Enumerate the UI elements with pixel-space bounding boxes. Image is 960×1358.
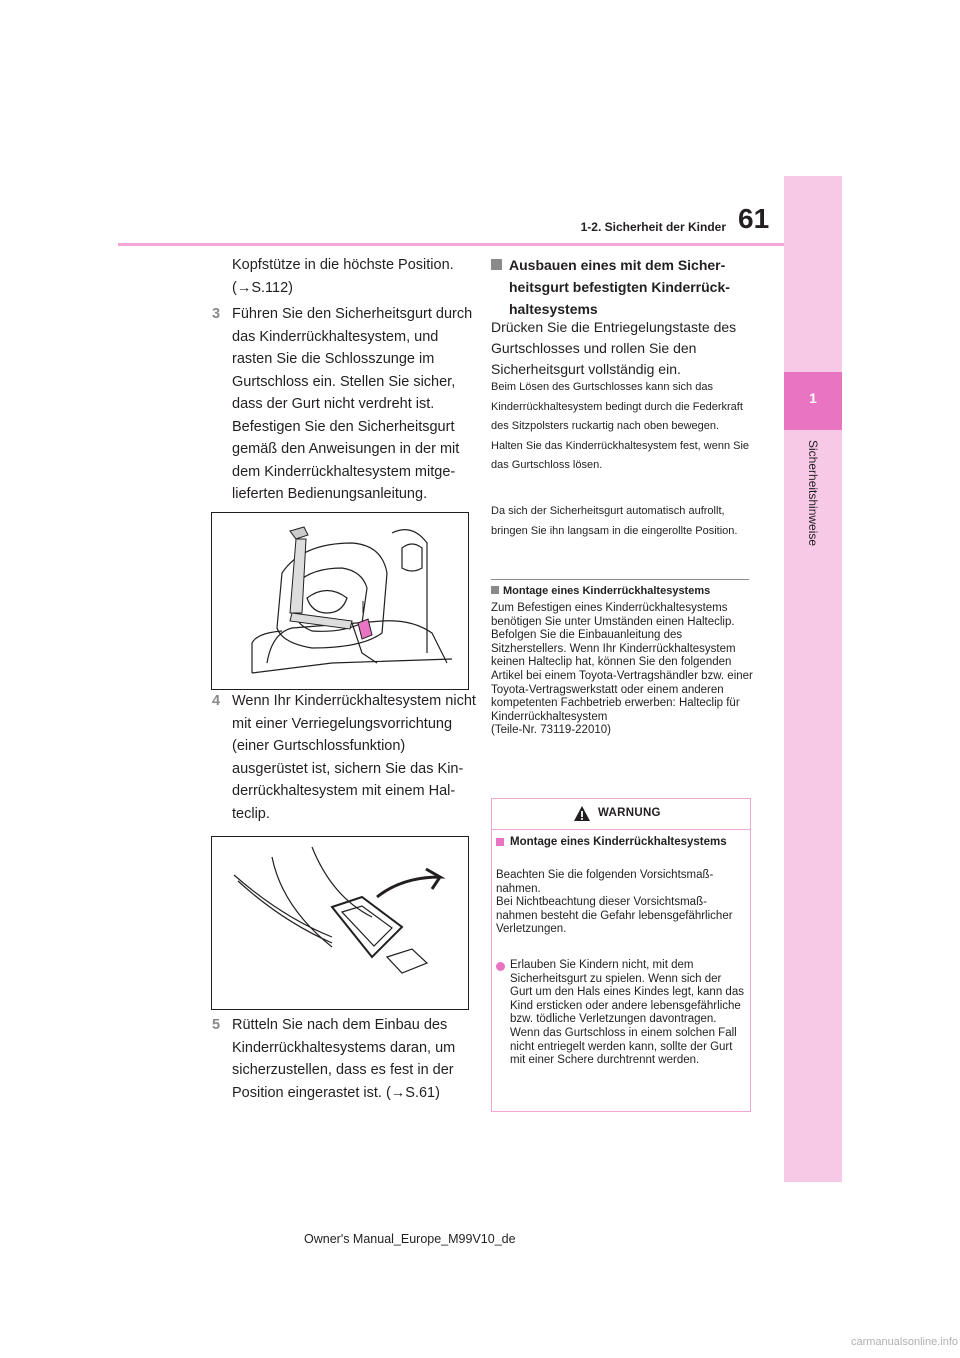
step-text: Wenn Ihr Kinderrückhaltesystem nicht mit einer Verriegelungsvorrichtung (einer Gurtschlossfunktion) ausgerüstet ist, sichern Sie das Kinderrückhaltesystem mit einem Halteclip. [232, 693, 476, 822]
warning-body-line: Beachten Sie die folgenden Vorsichtsmaßnahmen. [496, 869, 714, 895]
locking-clip-illustration [211, 836, 469, 1010]
intro-line: (→S.112) [232, 279, 293, 296]
chapter-label-text: Sicherheitshinweise [806, 440, 820, 547]
warning-divider [492, 829, 750, 830]
remove-heading-text: Ausbauen eines mit dem Sicherheitsgurt befestigten Kinderrückhaltesystems [509, 257, 730, 317]
step-text: Rütteln Sie nach dem Einbau des Kinderrückhaltesystems daran, um sicherzustellen, dass es fest in der Position eingerastet ist. (→S.61) [232, 1017, 456, 1101]
remove-body: Drücken Sie die Entriegelungstaste des Gurtschlosses und rollen Sie den Sicherheitsgurt vollständig ein. [491, 319, 737, 377]
intro-line: Kopfstütze in die höchste Position. [232, 257, 454, 273]
section-title: 1-2. Sicherheit der Kinder [580, 220, 726, 234]
child-seat-drawing [212, 513, 468, 689]
remove-note: Beim Lösen des Gurtschlosses kann sich das Kinderrückhaltesystem bedingt durch die Federkraft des Sitzpolsters ruckartig nach oben bewegen. Halten Sie das Kinderrückhaltesystem fest, wenn Sie das Gurtschloss lösen. [491, 381, 750, 471]
bullet-dot-icon [496, 962, 505, 971]
step-number: 3 [212, 306, 221, 322]
chapter-tab [784, 176, 842, 1182]
install-divider [491, 579, 749, 580]
warning-title: WARNUNG [598, 807, 661, 819]
heading-square-icon [491, 259, 502, 270]
install-heading [491, 584, 753, 599]
chapter-number: 1 [809, 390, 817, 406]
warning-triangle-icon [573, 805, 591, 822]
page-number: 61 [738, 203, 770, 234]
warning-body-line: Bei Nichtbeachtung dieser Vorsichtsmaßnahmen besteht die Gefahr lebensgefährlicher Verletzungen. [496, 896, 733, 936]
install-text: Zum Befestigen eines Kinderrückhaltesystems benötigen Sie unter Umständen einen Halteclip. Befolgen Sie die Einbauanleitung des Sitzherstellers. Wenn Ihr Kinderrückhaltesystem keinen Halteclip hat, können Sie den folgenden Artikel bei einem Toyota-Vertragshändler bzw. einer Toyota-Vertragswerkstatt oder einem anderen kompetenten Fachbetrieb erwerben: Halteclip für Kinderrückhaltesystem [491, 602, 753, 723]
step-number: 5 [212, 1017, 221, 1033]
step-number: 4 [212, 693, 221, 709]
footer-manual-id: Owner's Manual_Europe_M99V10_de [304, 1232, 516, 1246]
child-seat-illustration [211, 512, 469, 690]
install-heading-text: Montage eines Kinderrückhaltesystems [503, 585, 711, 597]
header-rule [118, 243, 784, 246]
heading-square-icon [491, 586, 499, 594]
install-part-number: (Teile-Nr. 73119-22010) [491, 724, 611, 737]
warning-body [496, 869, 742, 937]
warning-box [491, 798, 751, 1112]
watermark: carmanualsonline.info [850, 1336, 958, 1348]
heading-square-icon [496, 838, 504, 846]
step-text: Führen Sie den Sicherheitsgurt durch das Kinderrückhaltesystem, und rasten Sie die Schlosszunge im Gurtschloss ein. Stellen Sie sicher, dass der Gurt nicht verdreht ist. Befestigen Sie den Sicherheitsgurt gemäß den Anweisungen in der mit dem Kinderrückhaltesystem mitgelieferten Bedienungsanleitung. [232, 306, 473, 502]
install-body [491, 602, 753, 738]
remove-note: Da sich der Sicherheitsgurt automatisch aufrollt, bringen Sie ihn langsam in die eingerollte Position. [491, 505, 738, 537]
chapter-label [784, 440, 842, 590]
warning-bullet-text: Erlauben Sie Kindern nicht, mit dem Sicherheitsgurt zu spielen. Wenn sich der Gurt um den Hals eines Kindes legt, kann das Kind ersticken oder andere lebensgefährliche bzw. tödliche Verletzungen davontragen. Wenn das Gurtschloss in einem solchen Fall nicht entriegelt werden kann, sollte der Gurt mit einer Schere durchtrennt werden. [510, 959, 744, 1067]
locking-clip-drawing [212, 837, 468, 1009]
warning-header [492, 799, 750, 829]
warning-subheading-text: Montage eines Kinderrückhaltesystems [510, 836, 727, 848]
step-continuation [232, 254, 472, 299]
